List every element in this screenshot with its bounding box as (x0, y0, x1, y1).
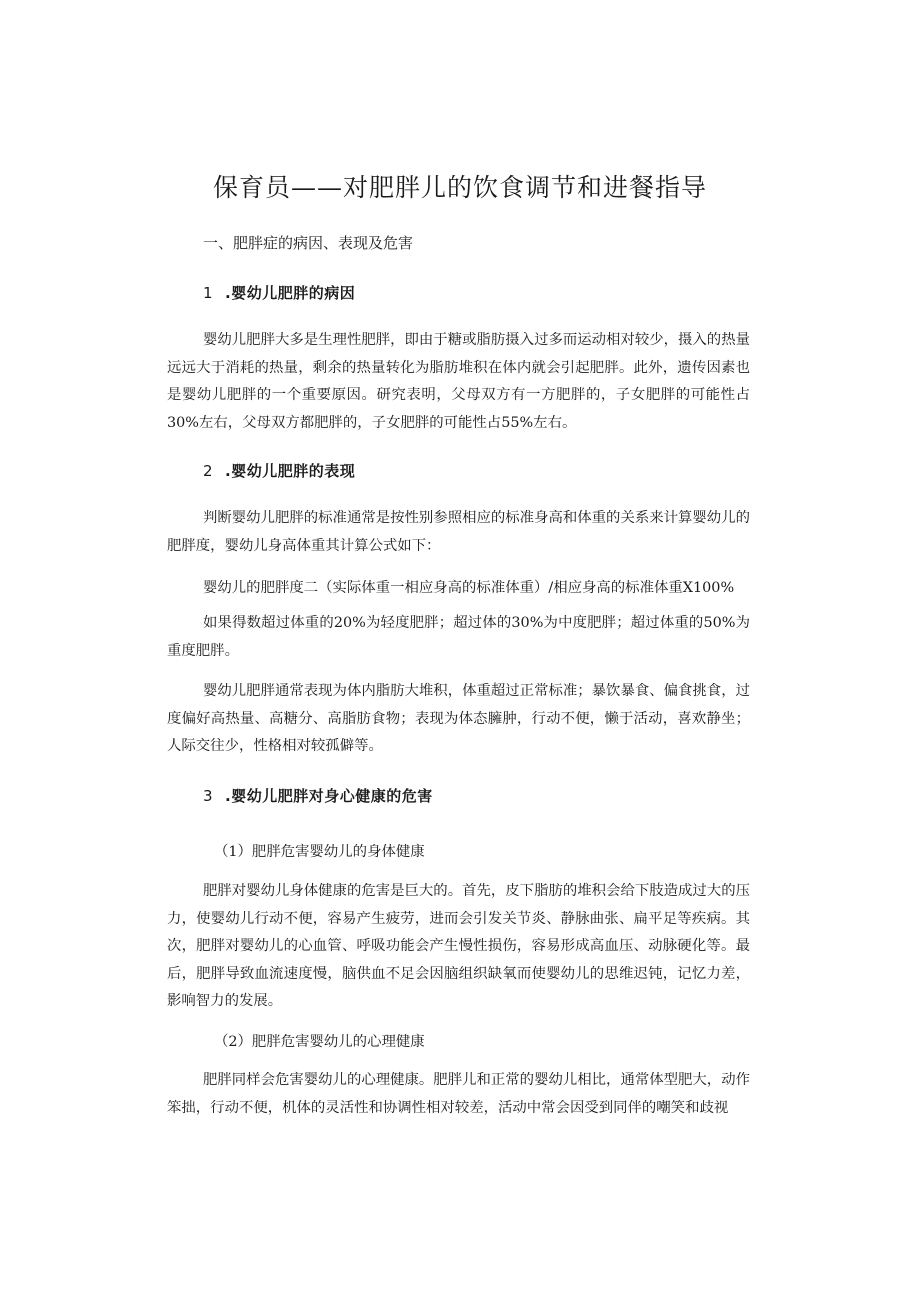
paragraph-physical-harm: 肥胖对婴幼儿身体健康的危害是巨大的。首先，皮下脂肪的堆积会给下肢造成过大的压力，使婴幼儿行动不便，容易产生疲劳，进而会引发关节炎、静脉曲张、扁平足等疾病。其次，肥胖对婴幼儿的心血管、呼吸功能会产生慢性损伤，容易形成高血压、动脉硬化等。最后，肥胖导致血流速度慢，脑供血不足会因脑组织缺氧而使婴幼儿的思维迟钝，记忆力差，影响智力的发展。 (167, 883, 750, 1009)
subheading-causes (203, 282, 355, 303)
subheading-label: .婴幼儿肥胖的病因 (225, 284, 356, 302)
subheading-label: .婴幼儿肥胖对身心健康的危害 (225, 787, 433, 805)
subheading-number: 3 (203, 787, 214, 805)
paragraph-causes: 婴幼儿肥胖大多是生理性肥胖，即由于糖或脂肪摄入过多而运动相对较少，摄入的热量远远大于消耗的热量，剩余的热量转化为脂肪堆积在体内就会引起肥胖。此外，遗传因素也是婴幼儿肥胖的一个重要原因。研究表明，父母双方有一方肥胖的，子女肥胖的可能性占30%左右，父母双方都肥胖的，子女肥胖的可能性占55%左右。 (167, 332, 750, 431)
point-physical-health: （1）肥胖危害婴幼儿的身体健康 (214, 844, 425, 860)
paragraph-standard: 判断婴幼儿肥胖的标准通常是按性别参照相应的标准身高和体重的关系来计算婴幼儿的肥胖度，婴幼儿身高体重其计算公式如下： (167, 510, 750, 554)
formula-line: 婴幼儿的肥胖度二（实际体重一相应身高的标准体重）/相应身高的标准体重X100% (203, 580, 735, 596)
subheading-number: 2 (203, 462, 214, 480)
subheading-number: 1 (203, 284, 214, 302)
subheading-harm (203, 785, 433, 806)
subheading-label: .婴幼儿肥胖的表现 (225, 462, 356, 480)
section-heading: 一、肥胖症的病因、表现及危害 (203, 234, 414, 252)
point-mental-health: （2）肥胖危害婴幼儿的心理健康 (214, 1034, 425, 1050)
document-title: 保育员——对肥胖儿的饮食调节和进餐指导 (212, 173, 707, 202)
paragraph-degree: 如果得数超过体重的20%为轻度肥胖；超过体的30%为中度肥胖；超过体重的50%为重度肥胖。 (167, 615, 750, 659)
paragraph-symptoms: 婴幼儿肥胖通常表现为体内脂肪大堆积，体重超过正常标准；暴饮暴食、偏食挑食，过度偏好高热量、高糖分、高脂肪食物；表现为体态臃肿，行动不便，懒于活动，喜欢静坐；人际交往少，性格相对较孤僻等。 (167, 683, 750, 754)
paragraph-mental-harm: 肥胖同样会危害婴幼儿的心理健康。肥胖儿和正常的婴幼儿相比，通常体型肥大，动作笨拙，行动不便，机体的灵活性和协调性相对较差，活动中常会因受到同伴的嘲笑和歧视 (167, 1072, 750, 1116)
subheading-symptoms (203, 460, 355, 481)
